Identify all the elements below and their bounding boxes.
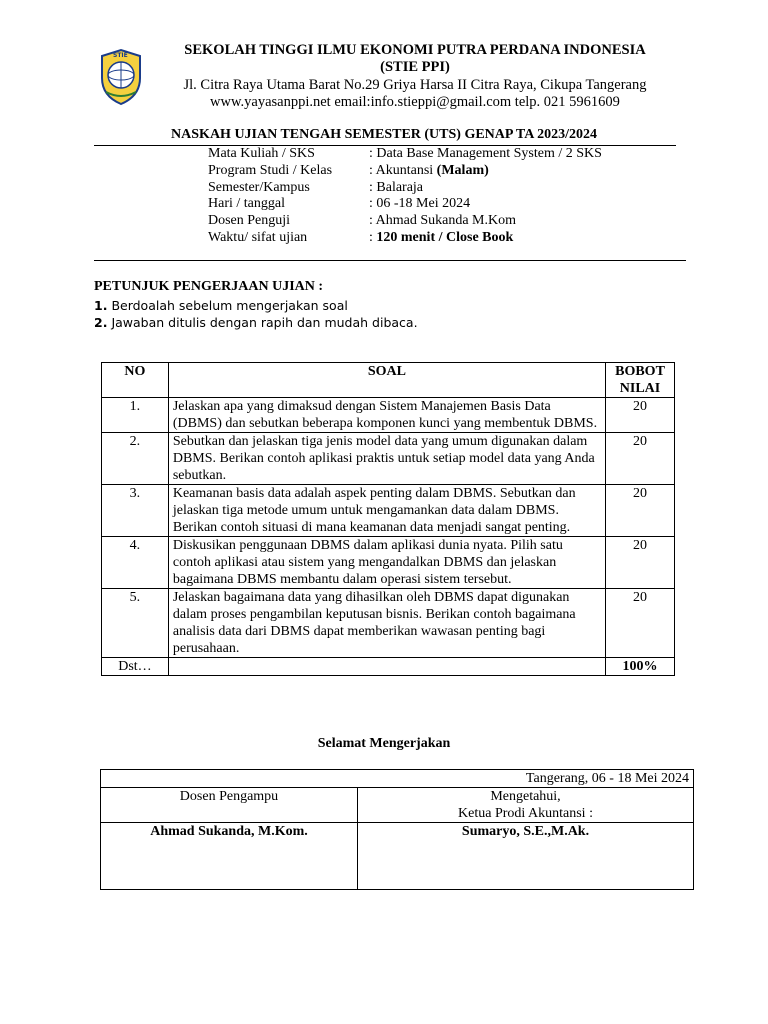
info-row <box>208 180 602 197</box>
question-no: 5. <box>102 589 169 658</box>
question-no: 1. <box>102 398 169 433</box>
question-weight: 20 <box>606 537 675 589</box>
question-no: 2. <box>102 433 169 485</box>
signature-date: Tangerang, 06 - 18 Mei 2024 <box>101 770 694 788</box>
left-signer-name: Ahmad Sukanda, M.Kom. <box>101 823 358 890</box>
info-label: Program Studi / Kelas <box>208 162 333 178</box>
info-row <box>208 196 602 213</box>
divider <box>94 260 686 261</box>
table-row <box>102 433 675 485</box>
signature-table <box>100 769 694 890</box>
info-value: : 06 -18 Mei 2024 <box>369 196 471 212</box>
info-label: Hari / tanggal <box>208 196 285 212</box>
info-label: Mata Kuliah / SKS <box>208 146 315 161</box>
question-text: Sebutkan dan jelaskan tiga jenis model data yang umum digunakan dalam DBMS. Berikan contoh aplikasi praktis untuk setiap model data yang Anda sebutkan. <box>168 433 605 485</box>
right-role-line-1: Mengetahui, <box>490 789 561 804</box>
table-footer-row <box>102 658 675 676</box>
header-no: NO <box>102 363 169 398</box>
question-no: 3. <box>102 485 169 537</box>
question-text: Keamanan basis data adalah aspek penting dalam DBMS. Sebutkan dan jelaskan tiga metode umum untuk mengamankan data dalam DBMS. Berikan contoh situasi di mana keamanan data menjadi sangat penting. <box>168 485 605 537</box>
question-text: Diskusikan penggunaan DBMS dalam aplikasi dunia nyata. Pilih satu contoh aplikasi atau sistem yang mengandalkan DBMS dan jelaskan bagaimana DBMS membantu dalam operasi sistem tersebut. <box>168 537 605 589</box>
right-signer-name: Sumaryo, S.E.,M.Ak. <box>358 823 694 890</box>
info-value: : Akuntansi (Malam) <box>369 162 489 178</box>
footer-empty <box>168 658 605 676</box>
right-role-line-2: Ketua Prodi Akuntansi : <box>458 806 593 821</box>
closing-text: Selamat Mengerjakan <box>317 736 451 751</box>
question-weight: 20 <box>606 485 675 537</box>
instruction-item: 2. Jawaban ditulis dengan rapih dan mudah dibaca. <box>94 315 418 330</box>
question-weight: 20 <box>606 398 675 433</box>
info-row <box>208 230 602 247</box>
header-bobot: BOBOT NILAI <box>606 363 675 398</box>
info-value: : Data Base Management System / 2 SKS <box>369 146 602 161</box>
header-soal: SOAL <box>168 363 605 398</box>
info-value: : Balaraja <box>369 179 424 195</box>
info-label: Waktu/ sifat ujian <box>208 229 308 245</box>
info-value: : Ahmad Sukanda M.Kom <box>369 213 516 229</box>
exam-title: NASKAH UJIAN TENGAH SEMESTER (UTS) GENAP TA 2023/2024 <box>171 127 597 142</box>
signature-name-row <box>101 823 694 890</box>
question-text: Jelaskan apa yang dimaksud dengan Sistem Manajemen Basis Data (DBMS) dan sebutkan beberapa komponen kunci yang membentuk DBMS. <box>168 398 605 433</box>
table-row <box>102 398 675 433</box>
info-row <box>208 213 602 230</box>
question-text: Jelaskan bagaimana data yang dihasilkan oleh DBMS dapat digunakan dalam proses pengambilan keputusan bisnis. Berikan contoh bagaimana analisis data dari DBMS dapat memberikan wawasan penting bagi perusahaan. <box>168 589 605 658</box>
instructions-title: PETUNJUK PENGERJAAN UJIAN : <box>94 279 324 294</box>
table-header-row <box>102 363 675 398</box>
institution-contact: www.yayasanppi.net email:info.stieppi@gmail.com telp. 021 5961609 <box>210 94 620 110</box>
info-label: Semester/Kampus <box>208 179 310 195</box>
signature-role-row <box>101 788 694 823</box>
table-row <box>102 537 675 589</box>
footer-total: 100% <box>606 658 675 676</box>
question-weight: 20 <box>606 589 675 658</box>
question-weight: 20 <box>606 433 675 485</box>
institution-address: Jl. Citra Raya Utama Barat No.29 Griya Harsa II Citra Raya, Cikupa Tangerang <box>183 77 647 93</box>
left-role: Dosen Pengampu <box>101 788 358 823</box>
table-row <box>102 485 675 537</box>
footer-no: Dst… <box>102 658 169 676</box>
info-row <box>208 163 602 180</box>
signature-date-row <box>101 770 694 788</box>
institution-name: SEKOLAH TINGGI ILMU EKONOMI PUTRA PERDANA INDONESIA <box>184 42 646 58</box>
table-row <box>102 589 675 658</box>
right-role <box>358 788 694 823</box>
instruction-item: 1. Berdoalah sebelum mengerjakan soal <box>94 298 348 313</box>
info-row <box>208 146 602 163</box>
question-no: 4. <box>102 537 169 589</box>
info-value: : 120 menit / Close Book <box>369 229 514 245</box>
institution-abbr: (STIE PPI) <box>380 59 450 75</box>
questions-table <box>101 362 675 676</box>
info-label: Dosen Penguji <box>208 213 291 229</box>
exam-info <box>208 146 602 247</box>
logo-text: STIE <box>113 52 128 59</box>
